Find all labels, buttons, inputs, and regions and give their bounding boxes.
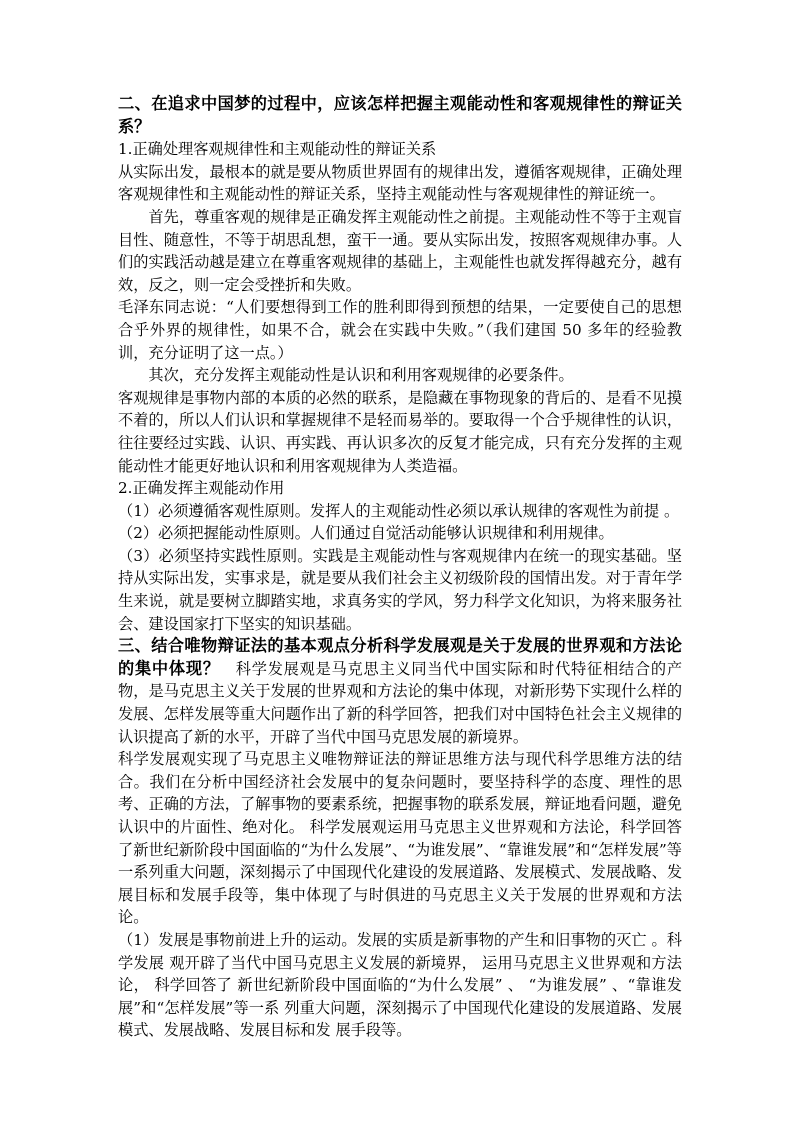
paragraph: 毛泽东同志说：“人们要想得到工作的胜利即得到预想的结果，一定要使自己的思想合乎外界的规律性，如果不合，就会在实践中失败。”（我们建国 50 多年的经验教训，充分证明了这一点。） [118,298,682,362]
paragraph: 科学发展观实现了马克思主义唯物辩证法的辩证思维方法与现代科学思维方法的结合。我们在分析中国经济社会发展中的复杂问题时，要坚持科学的态度、理性的思考、正确的方法，了解事物的要素系统，把握事物的联系发展，辩证地看问题，避免认识中的片面性、绝对化。 科学发展观运用马克思主义世界观和方法论，科学回答了新世纪新阶段中国面临的“为什么发展”、“为谁发展”、“靠谁发展”和“怎样发展”等一系列重大问题，深刻揭示了中国现代化建设的发展道路、发展模式、发展战略、发展目标和发展手段等，集中体现了与时俱进的马克思主义关于发展的世界观和方法论。 [118,750,682,927]
section-3 [118,635,682,748]
paragraph: 客观规律是事物内部的本质的必然的联系，是隐藏在事物现象的背后的、是看不见摸不着的，所以人们认识和掌握规律不是轻而易举的。要取得一个合乎规律性的认识，往往要经过实践、认识、再实践、再认识多次的反复才能完成，只有充分发挥的主观能动性才能更好地认识和利用客观规律为人类造福。 [118,388,682,475]
subheading-1: 1.正确处理客观规律性和主观能动性的辩证关系 [118,140,437,159]
list-item: （3）必须坚持实践性原则。实践是主观能动性与客观规律内在统一的现实基础。坚持从实际出发，实事求是，就是要从我们社会主义初级阶段的国情出发。对于青年学生来说，就是要树立脚踏实地，求真务实的学风，努力科学文化知识，为将来服务社会、建设国家打下坚实的知识基础。 [118,546,682,633]
paragraph: 从实际出发，最根本的就是要从物质世界固有的规律出发，遵循客观规律，正确处理客观规律性和主观能动性的辩证关系，坚持主观能动性与客观规律性的辩证统一。 [118,162,682,204]
document-body [118,93,682,1042]
paragraph: 首先，尊重客观的规律是正确发挥主观能动性之前提。主观能动性不等于主观盲目性、随意性，不等于胡思乱想，蛮干一通。要从实际出发，按照客观规律办事。人们的实践活动越是建立在尊重客观规律的基础上，主观能性也就发挥得越充分，越有效，反之，则一定会受挫折和失败。 [118,207,682,294]
section-heading-2: 二、在追求中国梦的过程中，应该怎样把握主观能动性和客观规律性的辩证关系？ [118,94,682,136]
list-item: （1）必须遵循客观性原则。发挥人的主观能动性必须以承认规律的客观性为前提 。 [118,501,680,520]
paragraph: （1）发展是事物前进上升的运动。发展的实质是新事物的产生和旧事物的灭亡 。科学发展 观开辟了当代中国马克思主义发展的新境界， 运用马克思主义世界观和方法论， 科学回答了 新世纪新阶段中国面临的“为什么发展” 、 “为谁发展” 、“靠谁发展”和“怎样发展”等一系 列重大问题，深刻揭示了中国现代化建设的发展道路、发展模式、发展战略、发展目标和发 展手段等。 [118,930,682,1040]
list-item: （2）必须把握能动性原则。人们通过自觉活动能够认识规律和利用规律。 [118,524,614,543]
subheading-2: 2.正确发挥主观能动作用 [118,479,285,498]
paragraph: 其次，充分发挥主观能动性是认识和利用客观规律的必要条件。 [148,366,574,385]
paragraph: 科学发展观是马克思主义同当代中国实际和时代特征相结合的产物，是马克思主义关于发展的世界观和方法论的集中体现，对新形势下实现什么样的发展、怎样发展等重大问题作出了新的科学回答，把我们对中国特色社会主义规律的认识提高了新的水平，开辟了当代中国马克思发展的新境界。 [118,659,683,746]
section-heading-3: 三、结合唯物辩证法的基本观点分析科学发展观是关于发展的世界观和方法论的集中体现？ [118,636,682,678]
